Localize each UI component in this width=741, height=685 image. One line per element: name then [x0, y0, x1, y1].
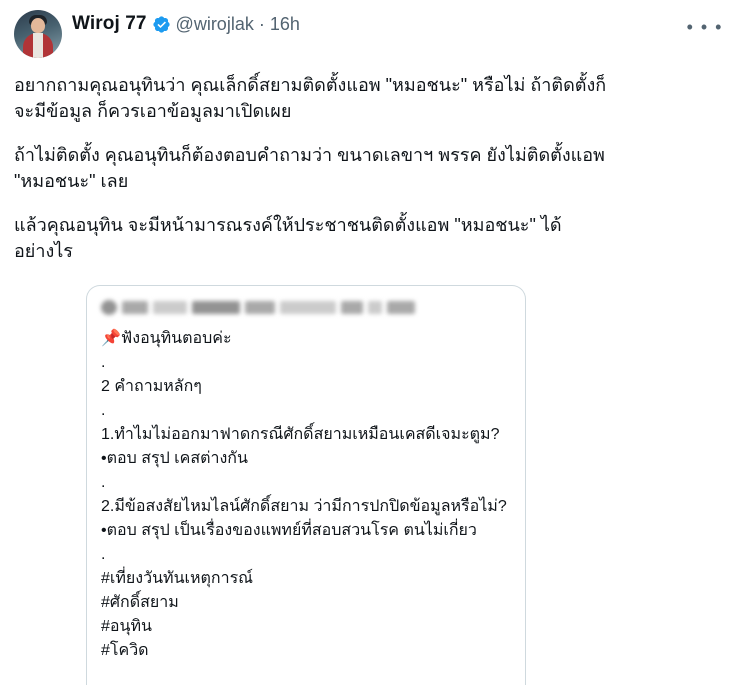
verified-badge-icon [152, 15, 171, 34]
redacted-block [341, 301, 363, 314]
quoted-tweet-line: 📌ฟังอนุทินตอบค่ะ [101, 329, 232, 347]
more-options-button[interactable]: • • • [686, 17, 723, 37]
handle[interactable]: @wirojlak [175, 13, 254, 34]
quoted-tweet-line: •ตอบ สรุป เคสต่างกัน [101, 449, 248, 467]
quoted-tweet-line: #อนุทิน [101, 617, 152, 635]
quoted-tweet-line: 2.มีข้อสงสัยไหมไลน์ศักดิ์สยาม ว่ามีการปกปิดข้อมูลหรือไม่? [101, 497, 507, 515]
tweet-header [14, 10, 727, 58]
tweet-text [14, 72, 614, 265]
redacted-block [368, 301, 382, 314]
redacted-block [192, 301, 240, 314]
author-row [72, 10, 300, 36]
avatar-face [31, 18, 45, 33]
quoted-tweet-line: #ศักดิ์สยาม [101, 593, 179, 611]
quoted-tweet-line: #เที่ยงวันทันเหตุการณ์ [101, 569, 254, 587]
quoted-tweet-line: . [101, 545, 106, 563]
redacted-block [280, 301, 336, 314]
tweet-paragraph: อยากถามคุณอนุทินว่า คุณเล็กดิ์สยามติดตั้งแอพ "หมอชนะ" หรือไม่ ถ้าติดตั้งก็จะมีข้อมูล ก็ควรเอาข้อมูลมาเปิดเผย [14, 75, 607, 122]
redacted-block [245, 301, 275, 314]
redacted-avatar [101, 300, 117, 315]
separator-dot: · [258, 13, 265, 34]
quoted-tweet-line: #โควิด [101, 641, 149, 659]
quoted-tweet-line: 2 คำถามหลักๆ [101, 377, 202, 395]
quoted-tweet-line: . [101, 401, 106, 419]
tweet-paragraph: แล้วคุณอนุทิน จะมีหน้ามารณรงค์ให้ประชาชนติดตั้งแอพ "หมอชนะ" ได้อย่างไร [14, 215, 562, 262]
quoted-tweet-line: . [101, 353, 106, 371]
quoted-tweet-line: 1.ทำไมไม่ออกมาฟาดกรณีศักดิ์สยามเหมือนเคสดีเจมะตูม? [101, 425, 500, 443]
quoted-tweet-line: . [101, 473, 106, 491]
redacted-account-header [101, 300, 511, 315]
tweet-paragraph: ถ้าไม่ติดตั้ง คุณอนุทินก็ต้องตอบคำถามว่า ขนาดเลขาฯ พรรค ยังไม่ติดตั้งแอพ "หมอชนะ" เลย [14, 145, 605, 192]
redacted-block [153, 301, 187, 314]
quoted-tweet-line: •ตอบ สรุป เป็นเรื่องของแพทย์ที่สอบสวนโรค ตนไม่เกี่ยว [101, 521, 477, 539]
avatar[interactable] [14, 10, 62, 58]
avatar-shirt [33, 33, 43, 58]
redacted-block [122, 301, 148, 314]
timestamp[interactable]: 16h [269, 13, 300, 34]
redacted-block [387, 301, 415, 314]
display-name[interactable]: Wiroj 77 [72, 13, 147, 34]
quoted-tweet-card[interactable] [86, 285, 526, 685]
